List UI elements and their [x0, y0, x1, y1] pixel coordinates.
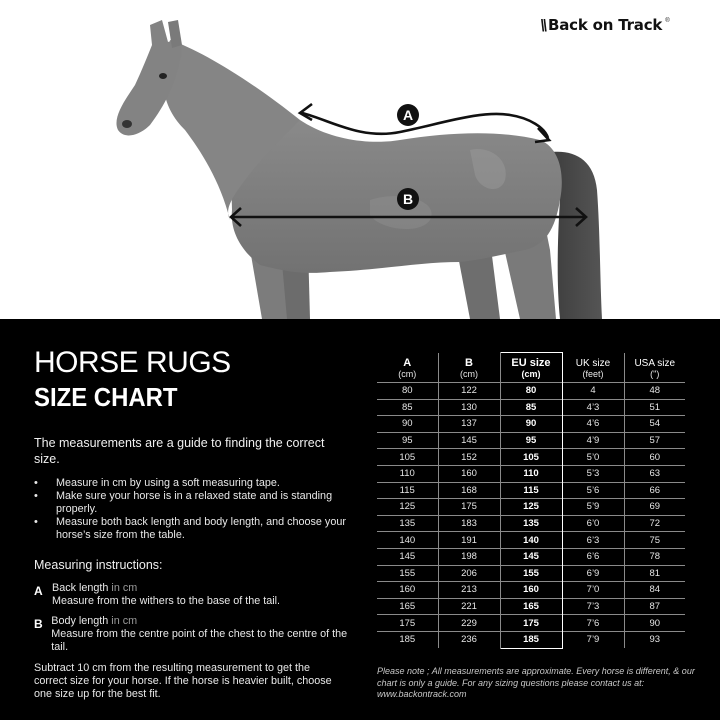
cell-a: 110 [377, 465, 438, 482]
cell-usa-size: 57 [624, 432, 685, 449]
table-row [377, 432, 685, 449]
cell-a: 90 [377, 416, 438, 433]
cell-eu-size: 135 [500, 515, 562, 532]
cell-usa-size: 60 [624, 449, 685, 466]
cell-a: 80 [377, 383, 438, 400]
cell-usa-size: 87 [624, 598, 685, 615]
header-uk-size: UK size (feet) [562, 353, 624, 383]
header-eu-size: EU size (cm) [500, 353, 562, 383]
cell-usa-size: 78 [624, 548, 685, 565]
cell-uk-size: 5’3 [562, 465, 624, 482]
table-row [377, 631, 685, 648]
cell-uk-size: 5’0 [562, 449, 624, 466]
cell-uk-size: 4’6 [562, 416, 624, 433]
table-row [377, 565, 685, 582]
table-row [377, 465, 685, 482]
cell-eu-size: 125 [500, 499, 562, 516]
cell-usa-size: 72 [624, 515, 685, 532]
cell-b: 160 [438, 465, 500, 482]
cell-eu-size: 175 [500, 615, 562, 632]
table-row [377, 615, 685, 632]
title-horse-rugs: HORSE RUGS [34, 346, 231, 379]
cell-a: 175 [377, 615, 438, 632]
cell-usa-size: 93 [624, 631, 685, 648]
table-row [377, 399, 685, 416]
cell-eu-size: 85 [500, 399, 562, 416]
measure-a-name: Back length [52, 582, 109, 594]
cell-usa-size: 63 [624, 465, 685, 482]
measure-b-unit: in cm [111, 615, 138, 627]
measure-b [34, 615, 354, 654]
measuring-instructions-title: Measuring instructions: [34, 558, 163, 572]
logo-mark-icon: \\ [540, 16, 545, 34]
table-row [377, 482, 685, 499]
table-row [377, 532, 685, 549]
table-row [377, 383, 685, 400]
cell-eu-size: 95 [500, 432, 562, 449]
measure-a-letter: A [34, 584, 43, 598]
measure-b-desc: Measure from the centre point of the chest to the centre of the tail. [51, 628, 348, 653]
cell-uk-size: 6’6 [562, 548, 624, 565]
cell-b: 236 [438, 631, 500, 648]
measure-a [34, 582, 354, 608]
cell-usa-size: 69 [624, 499, 685, 516]
label-a: A [402, 107, 414, 123]
brand-logo [540, 16, 670, 34]
cell-a: 155 [377, 565, 438, 582]
info-panel [0, 319, 720, 720]
table-row [377, 515, 685, 532]
cell-b: 206 [438, 565, 500, 582]
table-row [377, 449, 685, 466]
horse-illustration [0, 0, 720, 319]
cell-uk-size: 6’3 [562, 532, 624, 549]
label-b: B [402, 191, 414, 207]
measure-a-desc: Measure from the withers to the base of the tail. [52, 595, 281, 607]
cell-b: 175 [438, 499, 500, 516]
cell-uk-size: 7’0 [562, 582, 624, 599]
instructions-column [34, 347, 354, 701]
cell-a: 95 [377, 432, 438, 449]
cell-uk-size: 4’9 [562, 432, 624, 449]
registered-mark: ® [665, 18, 670, 24]
cell-usa-size: 84 [624, 582, 685, 599]
cell-eu-size: 165 [500, 598, 562, 615]
cell-a: 185 [377, 631, 438, 648]
intro-text: The measurements are a guide to finding the correct size. [34, 436, 325, 466]
header-a: A (cm) [377, 353, 438, 383]
header-usa-size: USA size (") [634, 357, 676, 379]
cell-eu-size: 90 [500, 416, 562, 433]
cell-b: 213 [438, 582, 500, 599]
cell-a: 115 [377, 482, 438, 499]
tip-item: • Measure both back length and body length, and choose your horse’s size from the table. [34, 516, 354, 542]
tips-list [34, 477, 354, 542]
cell-b: 152 [438, 449, 500, 466]
cell-a: 135 [377, 515, 438, 532]
cell-usa-size: 81 [624, 565, 685, 582]
cell-a: 145 [377, 548, 438, 565]
subtract-note: Subtract 10 cm from the resulting measurement to get the correct size for your horse. If the horse is heavier built, choose one size up for the best fit. [34, 662, 332, 700]
cell-a: 105 [377, 449, 438, 466]
cell-uk-size: 6’9 [562, 565, 624, 582]
table-row [377, 416, 685, 433]
cell-eu-size: 105 [500, 449, 562, 466]
cell-usa-size: 54 [624, 416, 685, 433]
measure-b-name: Body length [51, 615, 109, 627]
cell-b: 168 [438, 482, 500, 499]
cell-b: 198 [438, 548, 500, 565]
title-size-chart: SIZE CHART [34, 382, 178, 412]
cell-uk-size: 5’6 [562, 482, 624, 499]
cell-uk-size: 7’9 [562, 631, 624, 648]
tip-item: • Measure in cm by using a soft measuring tape. [34, 477, 354, 490]
cell-b: 221 [438, 598, 500, 615]
cell-uk-size: 5’9 [562, 499, 624, 516]
cell-b: 183 [438, 515, 500, 532]
cell-a: 85 [377, 399, 438, 416]
cell-usa-size: 48 [624, 383, 685, 400]
illustration-area [0, 0, 720, 319]
cell-eu-size: 185 [500, 631, 562, 648]
cell-uk-size: 7’6 [562, 615, 624, 632]
cell-uk-size: 4’3 [562, 399, 624, 416]
measure-b-letter: B [34, 617, 43, 631]
cell-eu-size: 160 [500, 582, 562, 599]
cell-b: 130 [438, 399, 500, 416]
cell-b: 145 [438, 432, 500, 449]
table-row [377, 598, 685, 615]
cell-uk-size: 6’0 [562, 515, 624, 532]
cell-eu-size: 140 [500, 532, 562, 549]
cell-b: 191 [438, 532, 500, 549]
cell-eu-size: 145 [500, 548, 562, 565]
table-row [377, 499, 685, 516]
cell-b: 229 [438, 615, 500, 632]
cell-uk-size: 4 [562, 383, 624, 400]
cell-uk-size: 7’3 [562, 598, 624, 615]
cell-eu-size: 115 [500, 482, 562, 499]
cell-a: 125 [377, 499, 438, 516]
cell-usa-size: 75 [624, 532, 685, 549]
cell-eu-size: 80 [500, 383, 562, 400]
logo-text: Back on Track [547, 16, 663, 34]
cell-eu-size: 110 [500, 465, 562, 482]
cell-a: 140 [377, 532, 438, 549]
cell-b: 122 [438, 383, 500, 400]
header-b: B (cm) [438, 353, 500, 383]
measure-a-unit: in cm [111, 582, 138, 594]
table-row [377, 582, 685, 599]
cell-a: 165 [377, 598, 438, 615]
cell-usa-size: 51 [624, 399, 685, 416]
table-header-row [377, 353, 685, 383]
footnote: Please note ; All measurements are approximate. Every horse is different, & our chart is only a guide. For any sizing questions please contact us at: www.backontrack.com [377, 666, 695, 699]
cell-usa-size: 66 [624, 482, 685, 499]
cell-a: 160 [377, 582, 438, 599]
cell-b: 137 [438, 416, 500, 433]
cell-usa-size: 90 [624, 615, 685, 632]
table-row [377, 548, 685, 565]
cell-eu-size: 155 [500, 565, 562, 582]
tip-item: • Make sure your horse is in a relaxed state and is standing properly. [34, 490, 354, 516]
size-table [377, 352, 685, 649]
